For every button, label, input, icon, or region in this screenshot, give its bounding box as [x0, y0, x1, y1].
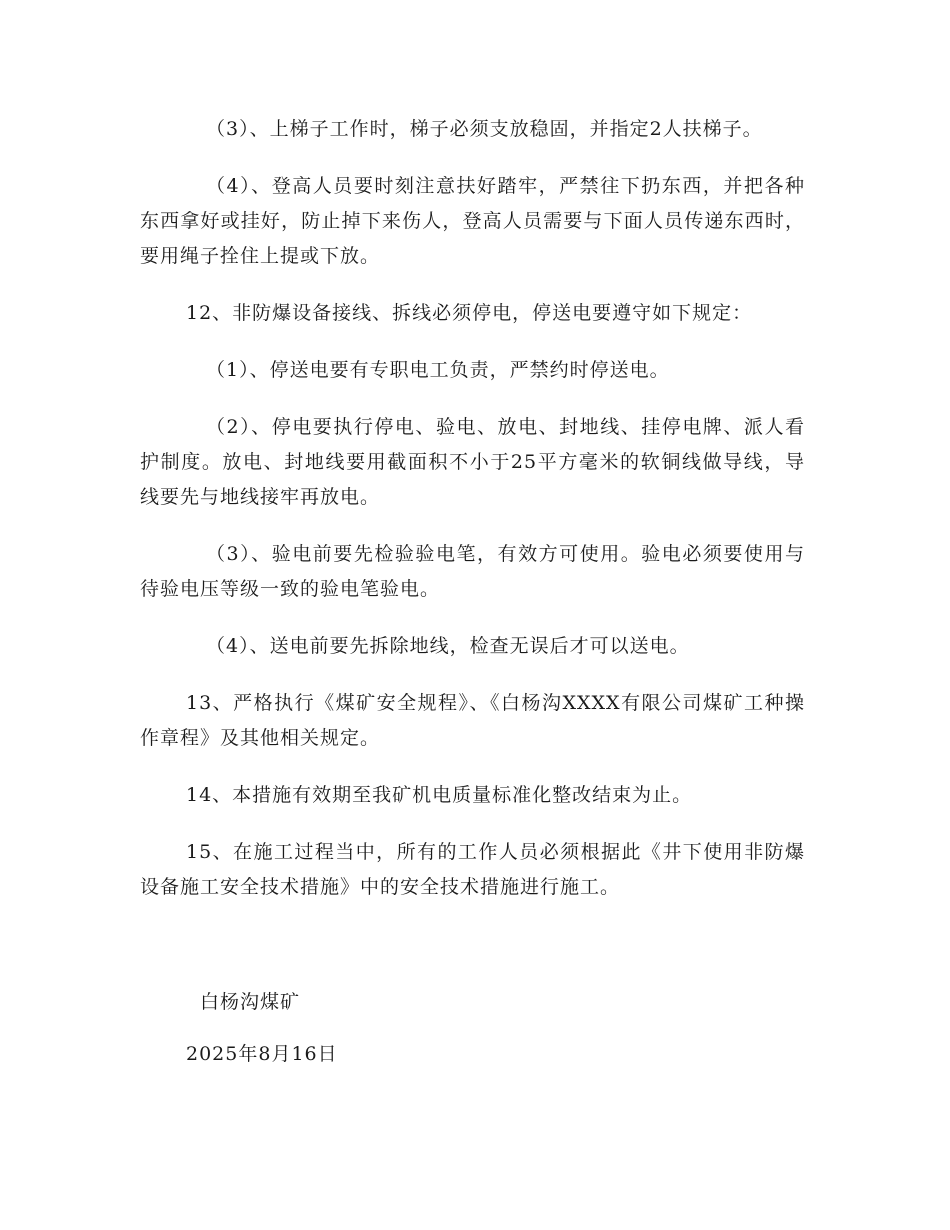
paragraph-height-work-rule: （4）、登高人员要时刻注意扶好踏牢，严禁往下扔东西，并把各种东西拿好或挂好，防止掉下来伤人，登高人员需要与下面人员传递东西时，要用绳子拴住上提或下放。: [140, 175, 805, 267]
paragraph-item-13: 13、严格执行《煤矿安全规程》、《白杨沟XXXX有限公司煤矿工种操作章程》及其他相关规定。: [140, 692, 805, 749]
document-body: [140, 112, 805, 927]
signature-date: 2025年8月16日: [186, 1043, 338, 1065]
paragraph-item-14: 14、本措施有效期至我矿机电质量标准化整改结束为止。: [186, 784, 693, 806]
paragraph-power-rule-1: （1）、停送电要有专职电工负责，严禁约时停送电。: [206, 359, 670, 381]
paragraph-power-rule-4: （4）、送电前要先拆除地线，检查无误后才可以送电。: [206, 635, 690, 657]
paragraph-item-15: 15、在施工过程当中，所有的工作人员必须根据此《井下使用非防爆设备施工安全技术措施》中的安全技术措施进行施工。: [140, 841, 805, 898]
paragraph-ladder-rule: （3）、上梯子工作时，梯子必须支放稳固，并指定2人扶梯子。: [206, 118, 763, 140]
paragraph-power-rule-2: （2）、停电要执行停电、验电、放电、封地线、挂停电牌、派人看护制度。放电、封地线要用截面积不小于25平方毫米的软铜线做导线，导线要先与地线接牢再放电。: [140, 416, 805, 508]
paragraph-item-12: 12、非防爆设备接线、拆线必须停电，停送电要遵守如下规定：: [186, 302, 753, 324]
signature-organization: 白杨沟煤矿: [200, 991, 301, 1013]
paragraph-power-rule-3: （3）、验电前要先检验验电笔，有效方可使用。验电必须要使用与待验电压等级一致的验电笔验电。: [140, 543, 805, 600]
